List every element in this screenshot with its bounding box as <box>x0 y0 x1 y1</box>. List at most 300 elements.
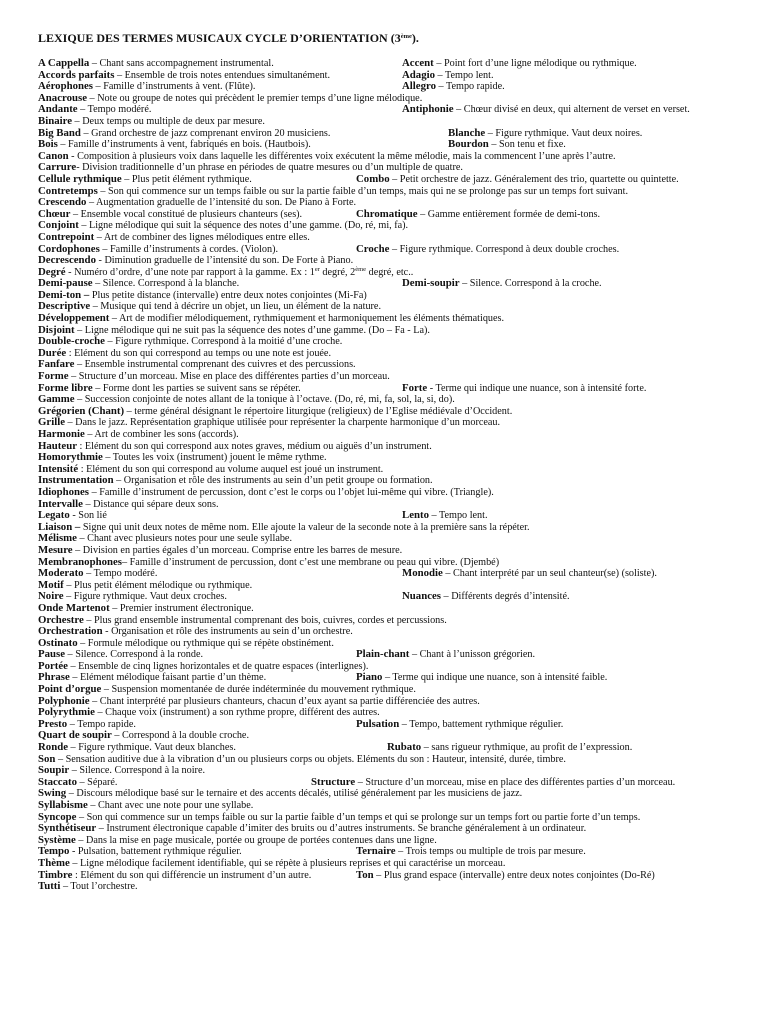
glossary-entry <box>38 348 331 360</box>
glossary-entry <box>38 336 342 348</box>
glossary-row <box>0 696 768 708</box>
entry-definition: – Différents degrés d’intensité. <box>441 591 570 603</box>
entry-term: Structure <box>311 775 356 788</box>
glossary-entry <box>38 580 252 592</box>
entry-definition: – Famille d’instruments à vent, fabriqués en bois. (Hautbois). <box>57 139 311 151</box>
entry-definition: – Tempo lent. <box>429 510 488 522</box>
entry-term: Portée <box>38 659 68 672</box>
glossary-entry <box>38 638 334 650</box>
entry-term: A Cappella <box>38 57 90 69</box>
glossary-entry <box>311 777 675 789</box>
entry-term: Syllabisme <box>38 799 88 811</box>
glossary-entry <box>38 522 530 534</box>
entry-definition: – Discours mélodique basé sur le ternaire et des accents décalés, utilisé généralement par les musiciens de jazz. <box>66 788 523 800</box>
entry-term: Anacrouse <box>38 91 87 104</box>
glossary-row <box>0 730 768 742</box>
entry-definition: – Tempo, battement rythmique régulier. <box>399 718 564 730</box>
entry-definition: – Structure d’un morceau. Mise en place des différentes parties d’un morceau. <box>68 371 390 383</box>
entry-term: Disjoint <box>38 323 75 336</box>
entry-term: Degré <box>38 265 66 278</box>
entry-definition: – Trois temps ou multiple de trois par mesure. <box>395 846 586 858</box>
glossary-row <box>0 81 768 93</box>
glossary-row <box>0 777 768 789</box>
glossary-row <box>0 301 768 313</box>
glossary-entry <box>38 870 311 882</box>
glossary-entry <box>38 452 327 464</box>
entry-term: Nuances <box>402 590 441 603</box>
entry-term: Crescendo <box>38 196 87 209</box>
entry-definition: – Famille d’instruments à vent. (Flûte). <box>93 81 256 93</box>
entry-definition: – Chaque voix (instrument) a son rythme propre, différent des autres. <box>94 707 380 719</box>
glossary-row <box>0 452 768 464</box>
glossary-row <box>0 881 768 893</box>
glossary-entry <box>38 197 356 209</box>
glossary-row <box>0 522 768 534</box>
glossary-entry <box>38 383 301 395</box>
glossary-entry <box>402 510 488 522</box>
glossary-row <box>0 417 768 429</box>
entry-definition: – Suspension momentanée de durée indéterminée du mouvement rythmique. <box>101 684 416 696</box>
glossary-row <box>0 429 768 441</box>
entry-term: Timbre <box>38 868 73 881</box>
glossary-entry <box>402 104 690 116</box>
entry-definition: – Ligne mélodique qui ne suit pas la séquence des notes d’une gamme. (Do – Fa - La). <box>74 324 430 336</box>
entry-definition: – Silence. Correspond à la ronde. <box>65 649 204 661</box>
entry-term: Membranophones <box>38 555 122 568</box>
entry-term: Bourdon <box>448 138 489 151</box>
entry-definition: – Deux temps ou multiple de deux par mesure. <box>72 115 265 127</box>
glossary-entry <box>402 383 646 395</box>
entry-definition: – Grand orchestre de jazz comprenant environ 20 musiciens. <box>80 127 331 139</box>
glossary-row <box>0 719 768 731</box>
entry-definition: Plus petite distance (intervalle) entre deux notes conjointes (Mi-Fa) <box>89 289 367 301</box>
glossary-entry <box>356 209 600 221</box>
entry-term: Syncope <box>38 810 77 823</box>
entry-term: Noire <box>38 590 64 603</box>
glossary-row <box>0 788 768 800</box>
glossary-row <box>0 267 768 279</box>
glossary-entry <box>356 846 586 858</box>
glossary-entry <box>38 684 416 696</box>
entry-definition: – Gamme entièrement formée de demi-tons. <box>417 208 601 220</box>
entry-term: Accent <box>402 57 434 69</box>
entry-definition: – Figure rythmique. Correspond à la moitié d’une croche. <box>104 336 343 348</box>
glossary-entry <box>38 858 505 870</box>
glossary-row <box>0 765 768 777</box>
entry-definition: – Note ou groupe de notes qui précèdent le premier temps d’une ligne mélodique. <box>87 92 423 104</box>
entry-definition: - Numéro d’ordre, d’une note par rapport à la gamme. Ex : 1er degré, 2ème degré, etc.. <box>65 265 414 278</box>
entry-term: Ton <box>356 868 374 881</box>
glossary-entry <box>38 255 353 267</box>
entry-definition: – Plus grand espace (intervalle) entre deux notes conjointes (Do-Ré) <box>373 869 655 881</box>
entry-definition: – Tempo rapide. <box>435 81 505 93</box>
glossary-row <box>0 475 768 487</box>
entry-definition: - Diminution graduelle de l’intensité du son. De Forte à Piano. <box>95 255 354 267</box>
entry-definition: - Organisation et rôle des instruments au sein d’un orchestre. <box>102 626 353 638</box>
entry-definition: – Chant sans accompagnement instrumental. <box>89 58 274 69</box>
glossary-entry <box>356 174 679 186</box>
entry-definition: – sans rigueur rythmique, au profit de l’expression. <box>421 742 633 754</box>
entry-definition: – Art de combiner des lignes mélodiques entre elles. <box>94 231 310 243</box>
glossary-entry <box>402 568 657 580</box>
glossary-row <box>0 603 768 615</box>
entry-term: Harmonie <box>38 428 85 440</box>
entry-term: Legato <box>38 509 70 522</box>
entry-term: Staccato <box>38 775 77 788</box>
glossary-entry <box>38 812 640 824</box>
glossary-row <box>0 464 768 476</box>
entry-definition: – Augmentation graduelle de l’intensité du son. De Piano à Forte. <box>86 197 357 209</box>
entry-definition: : Elément du son qui correspond au volume auquel est joué un instrument. <box>78 463 384 475</box>
glossary-row <box>0 742 768 754</box>
entry-definition: – Tempo modéré. <box>77 104 152 116</box>
entry-definition: : Elément du son qui différencie un instrument d’un autre. <box>72 869 312 881</box>
entry-definition: – Formule mélodique ou rythmique qui se répète obstinément. <box>77 637 334 649</box>
glossary-entry <box>402 591 570 603</box>
glossary-row <box>0 93 768 105</box>
entry-definition: – Tempo lent. <box>435 69 494 81</box>
glossary-entry <box>387 742 632 754</box>
entry-definition: - Son lié <box>69 510 107 522</box>
glossary-entry <box>356 672 607 684</box>
glossary-entry <box>38 696 480 708</box>
glossary-entry <box>38 475 433 487</box>
entry-definition: – Son qui commence sur un temps faible ou sur la partie faible d’un temps, mais qui ne se prolonge pas sur un temps fort suivant. <box>97 185 628 197</box>
entry-definition: – Forme dont les parties se suivent sans se répéter. <box>92 382 301 394</box>
glossary-row <box>0 533 768 545</box>
glossary-row <box>0 858 768 870</box>
glossary-row <box>0 846 768 858</box>
entry-definition: – Chant interprété par plusieurs chanteurs, chacun d’eux ayant sa partie différenciée des autres. <box>89 695 480 707</box>
entry-definition: – terme général désignant le répertoire liturgique (religieux) de l’Eglise médiévale d’Occident. <box>124 405 513 417</box>
glossary-row <box>0 580 768 592</box>
entry-definition: Signe qui unit deux notes de même nom. Elle ajoute la valeur de la seconde note à la première sans la répéter. <box>80 521 530 533</box>
entry-definition: – Ensemble de cinq lignes horizontales et de quatre espaces (interlignes). <box>67 660 369 672</box>
entry-term: Gamme <box>38 393 75 406</box>
entry-term: Chœur <box>38 207 71 220</box>
glossary-row <box>0 128 768 140</box>
glossary-row <box>0 626 768 638</box>
entry-definition: – Plus petit élément rythmique. <box>121 173 252 185</box>
entry-term: Ostinato <box>38 636 78 649</box>
glossary-entry <box>38 313 504 325</box>
entry-term: Monodie <box>402 567 443 580</box>
entry-definition: – Correspond à la double croche. <box>111 730 249 742</box>
entry-term: Aérophones <box>38 80 93 93</box>
entry-term: Polyphonie <box>38 694 90 707</box>
glossary-entry <box>38 626 353 638</box>
entry-term: Combo <box>356 172 390 185</box>
entry-term: Pause <box>38 648 65 661</box>
entry-definition: – Chœur divisé en deux, qui alternent de verset en verset. <box>453 104 690 116</box>
glossary-entry <box>38 128 330 140</box>
entry-term: Pulsation <box>356 717 400 730</box>
entry-definition: – Tout l’orchestre. <box>60 881 138 893</box>
entry-term: Liaison – <box>38 520 81 533</box>
entry-term: Grégorien (Chant) <box>38 404 125 417</box>
glossary-entry <box>356 244 619 256</box>
entry-definition: – Chant à l’unisson grégorien. <box>409 649 536 661</box>
entry-term: Grille <box>38 416 65 429</box>
entry-term: Idiophones <box>38 485 90 498</box>
entry-term: Mélisme <box>38 532 77 545</box>
glossary-row <box>0 557 768 569</box>
entry-definition: – Plus grand ensemble instrumental comprenant des bois, cuivres, cordes et percussions. <box>83 614 447 626</box>
glossary-entries <box>0 58 768 893</box>
entry-definition: – Instrument électronique capable d’imiter des bruits ou d’autres instruments. Se branche généralement à un ordinateur. <box>96 823 587 835</box>
glossary-entry <box>356 719 563 731</box>
entry-definition: – Terme qui indique une nuance, son à intensité faible. <box>382 672 608 684</box>
entry-definition: – Figure rythmique. Vaut deux blanches. <box>68 742 236 754</box>
glossary-row <box>0 244 768 256</box>
entry-definition: – Ligne mélodique qui suit la séquence des notes d’une gamme. (Do, ré, mi, fa). <box>78 220 409 232</box>
glossary-row <box>0 174 768 186</box>
entry-definition: – Point fort d’une ligne mélodique ou rythmique. <box>433 58 637 69</box>
entry-term: Carrure <box>38 161 77 174</box>
entry-term: Fanfare <box>38 358 75 371</box>
entry-term: Lento <box>402 509 429 522</box>
glossary-entry <box>38 359 356 371</box>
entry-definition: – Famille d’instrument de percussion, dont c’est le corps ou l’objet lui-même qui vibre. (Triangle). <box>89 486 494 498</box>
entry-definition: – Succession conjointe de notes allant de la tonique à l’octave. (Do, ré, mi, fa, sol, la, si, do). <box>74 394 455 406</box>
entry-definition: – Figure rythmique. Vaut deux noires. <box>485 127 643 139</box>
entry-term: Conjoint <box>38 219 79 232</box>
entry-definition: - Pulsation, battement rythmique régulier. <box>69 846 242 858</box>
entry-definition: – Structure d’un morceau, mise en place des différentes parties d’un morceau. <box>355 776 676 788</box>
glossary-row <box>0 754 768 766</box>
glossary-row <box>0 823 768 835</box>
entry-term: Développement <box>38 312 110 325</box>
entry-term: Presto <box>38 717 68 730</box>
glossary-entry <box>38 742 236 754</box>
entry-term: Hauteur <box>38 439 77 452</box>
glossary-row <box>0 151 768 163</box>
entry-definition: – Tempo modéré. <box>83 568 158 580</box>
entry-term: Tutti <box>38 880 61 893</box>
glossary-row <box>0 684 768 696</box>
entry-definition: : Elément du son qui correspond au temps ou une note est jouée. <box>66 347 332 359</box>
entry-term: Motif <box>38 578 64 591</box>
entry-term: Ronde <box>38 741 68 754</box>
entry-term: Ternaire <box>356 845 396 858</box>
entry-definition: – Silence. Correspond à la noire. <box>69 765 206 777</box>
entry-term: Moderato <box>38 567 84 580</box>
entry-term: Demi-soupir <box>402 277 460 290</box>
glossary-row <box>0 336 768 348</box>
entry-term: Forme libre <box>38 381 93 394</box>
entry-term: Forte <box>402 381 428 394</box>
entry-term: Chromatique <box>356 207 418 220</box>
entry-term: Decrescendo <box>38 254 96 267</box>
glossary-row <box>0 870 768 882</box>
glossary-row <box>0 325 768 337</box>
entry-term: Orchestre <box>38 613 84 626</box>
glossary-row <box>0 290 768 302</box>
glossary-row <box>0 278 768 290</box>
entry-definition: – Chant avec une note pour une syllabe. <box>87 800 254 811</box>
glossary-row <box>0 70 768 82</box>
glossary-entry <box>38 267 413 279</box>
glossary-entry <box>38 151 616 163</box>
entry-definition: – Chant avec plusieurs notes pour une seule syllabe. <box>76 533 293 545</box>
entry-definition: – Sensation auditive due à la vibration d’un ou plusieurs corps ou objets. Eléments du son : Hauteur, intensité, durée, timbre. <box>55 753 566 765</box>
entry-term: Accords parfaits <box>38 68 115 81</box>
entry-term: Contretemps <box>38 184 98 197</box>
glossary-row <box>0 313 768 325</box>
glossary-row <box>0 383 768 395</box>
glossary-row <box>0 58 768 70</box>
entry-term: Intensité <box>38 462 79 475</box>
glossary-row <box>0 661 768 673</box>
glossary-row <box>0 510 768 522</box>
glossary-entry <box>448 139 566 151</box>
entry-term: Contrepoint <box>38 230 95 243</box>
entry-definition: : Elément du son qui correspond aux notes graves, médium ou aiguës d’un instrument. <box>77 440 432 452</box>
entry-term: Soupir <box>38 764 70 777</box>
entry-definition: – Organisation et rôle des instruments au sein d’un petit groupe ou formation. <box>113 475 433 487</box>
glossary-entry <box>38 417 500 429</box>
entry-term: Son <box>38 752 56 765</box>
glossary-row <box>0 499 768 511</box>
entry-term: Demi-pause <box>38 277 93 290</box>
glossary-row <box>0 116 768 128</box>
entry-term: Point d’orgue <box>38 683 102 696</box>
entry-definition: – Son tenu et fixe. <box>488 139 566 151</box>
glossary-row <box>0 209 768 221</box>
glossary-row <box>0 812 768 824</box>
entry-term: Thème <box>38 856 70 869</box>
entry-definition: – Ensemble de trois notes entendues simultanément. <box>114 69 331 81</box>
glossary-row <box>0 186 768 198</box>
glossary-row <box>0 800 768 812</box>
entry-definition: – Elément mélodique faisant partie d’un thème. <box>69 672 267 684</box>
entry-term: Cellule rythmique <box>38 172 122 185</box>
entry-term: Homorythmie <box>38 451 103 464</box>
glossary-entry <box>38 881 138 893</box>
entry-definition: – Dans la mise en page musicale, portée ou groupe de portées contenues dans une ligne. <box>75 834 437 846</box>
glossary-entry <box>356 870 655 882</box>
entry-definition: – Premier instrument électronique. <box>109 602 254 614</box>
entry-definition: – Séparé. <box>76 776 118 788</box>
entry-definition: – Son qui commence sur un temps faible ou sur la partie faible d’un temps et qui se prolonge sur un temps fort ou partie forte d’un temps. <box>76 811 641 823</box>
glossary-row <box>0 591 768 603</box>
entry-term: Instrumentation <box>38 474 114 487</box>
glossary-entry <box>38 139 311 151</box>
entry-definition: – Famille d’instruments à cordes. (Violon). <box>99 243 279 255</box>
entry-definition: – Art de modifier mélodiquement, rythmiquement et harmoniquement les éléments thématiques. <box>109 313 505 325</box>
entry-definition: – Chant interprété par un seul chanteur(se) (soliste). <box>442 568 657 580</box>
glossary-row <box>0 104 768 116</box>
entry-definition: – Distance qui sépare deux sons. <box>82 498 219 510</box>
glossary-entry <box>38 533 292 545</box>
entry-term: Système <box>38 833 76 846</box>
entry-definition: – Plus petit élément mélodique ou rythmique. <box>63 579 253 591</box>
entry-definition: – Dans le jazz. Représentation graphique utilisée pour représenter la charpente harmonique d’un morceau. <box>64 417 501 429</box>
glossary-entry <box>402 278 602 290</box>
glossary-entry <box>356 649 535 661</box>
glossary-row <box>0 139 768 151</box>
entry-term: Andante <box>38 103 78 116</box>
glossary-row <box>0 406 768 418</box>
entry-term: Orchestration <box>38 625 103 638</box>
entry-term: Allegro <box>402 80 436 93</box>
glossary-entry <box>38 707 380 719</box>
glossary-entry <box>402 81 505 93</box>
glossary-row <box>0 348 768 360</box>
entry-term: Cordophones <box>38 242 100 255</box>
entry-definition: – Figure rythmique. Vaut deux croches. <box>63 591 227 603</box>
entry-definition: – Musique qui tend à décrire un objet, un lieu, un élément de la nature. <box>90 301 381 313</box>
glossary-row <box>0 371 768 383</box>
entry-definition: – Ensemble instrumental comprenant des cuivres et des percussions. <box>74 359 356 371</box>
entry-term: Swing <box>38 787 67 800</box>
entry-term: Tempo <box>38 845 70 858</box>
entry-term: Polyrythmie <box>38 706 95 719</box>
glossary-entry <box>38 823 586 835</box>
entry-definition: – Division en parties égales d’un morceau. Comprise entre les barres de mesure. <box>72 544 403 556</box>
entry-definition: – Silence. Correspond à la blanche. <box>92 278 240 290</box>
entry-term: Quart de soupir <box>38 729 112 742</box>
entry-term: Piano <box>356 671 383 684</box>
entry-definition: - Division traditionnelle d’un phrase en périodes de quatre mesures ou d’un multiple de quatre. <box>76 162 463 174</box>
entry-term: Bois <box>38 138 58 151</box>
entry-definition: – Figure rythmique. Correspond à deux double croches. <box>389 243 620 255</box>
entry-definition: – Famille d’instrument de percussion, dont c’est une membrane ou peau qui vibre. (Djembé) <box>121 556 500 568</box>
entry-term: Antiphonie <box>402 103 454 116</box>
entry-definition: – Art de combiner les sons (accords). <box>84 429 239 440</box>
page-title: LEXIQUE DES TERMES MUSICAUX CYCLE D’ORIENTATION (3ème). <box>38 31 419 45</box>
glossary-row <box>0 649 768 661</box>
entry-term: Forme <box>38 370 69 383</box>
entry-term: Canon <box>38 149 69 162</box>
entry-term: Intervalle <box>38 497 83 510</box>
glossary-entry <box>38 788 522 800</box>
entry-definition: – Ensemble vocal constitué de plusieurs chanteurs (ses). <box>70 208 303 220</box>
entry-term: Synthétiseur <box>38 822 97 835</box>
glossary-entry <box>38 754 566 766</box>
glossary-row <box>0 672 768 684</box>
glossary-entry <box>38 730 249 742</box>
entry-term: Adagio <box>402 68 435 81</box>
entry-definition: – Petit orchestre de jazz. Généralement des trio, quartette ou quintette. <box>389 173 679 185</box>
entry-term: Double-croche <box>38 335 105 348</box>
entry-term: Plain-chant <box>356 648 410 661</box>
glossary-entry <box>38 186 628 198</box>
entry-term: Blanche <box>448 126 486 139</box>
entry-term: Onde Martenot <box>38 601 110 614</box>
glossary-row <box>0 255 768 267</box>
glossary-entry <box>38 93 422 105</box>
entry-definition: – Toutes les voix (instrument) jouent le même rythme. <box>102 452 327 464</box>
entry-definition: – Silence. Correspond à la croche. <box>459 278 602 290</box>
glossary-entry <box>38 661 368 673</box>
glossary-row <box>0 441 768 453</box>
glossary-row <box>0 615 768 627</box>
entry-definition: – Tempo rapide. <box>67 718 136 730</box>
glossary-row <box>0 359 768 371</box>
glossary-row <box>0 568 768 580</box>
entry-term: Durée <box>38 346 67 359</box>
entry-term: Croche <box>356 242 390 255</box>
glossary-row <box>0 220 768 232</box>
entry-term: Rubato <box>387 741 422 754</box>
entry-definition: - Composition à plusieurs voix dans laquelle les différentes voix exécutent la même mélodie, mais la commencent l’une après l’autre. <box>68 150 616 162</box>
entry-term: Descriptive <box>38 300 91 313</box>
entry-term: Phrase <box>38 671 70 684</box>
entry-term: Demi-ton – <box>38 288 90 301</box>
entry-term: Mesure <box>38 543 73 556</box>
entry-definition: - Terme qui indique une nuance, son à intensité forte. <box>427 382 647 394</box>
